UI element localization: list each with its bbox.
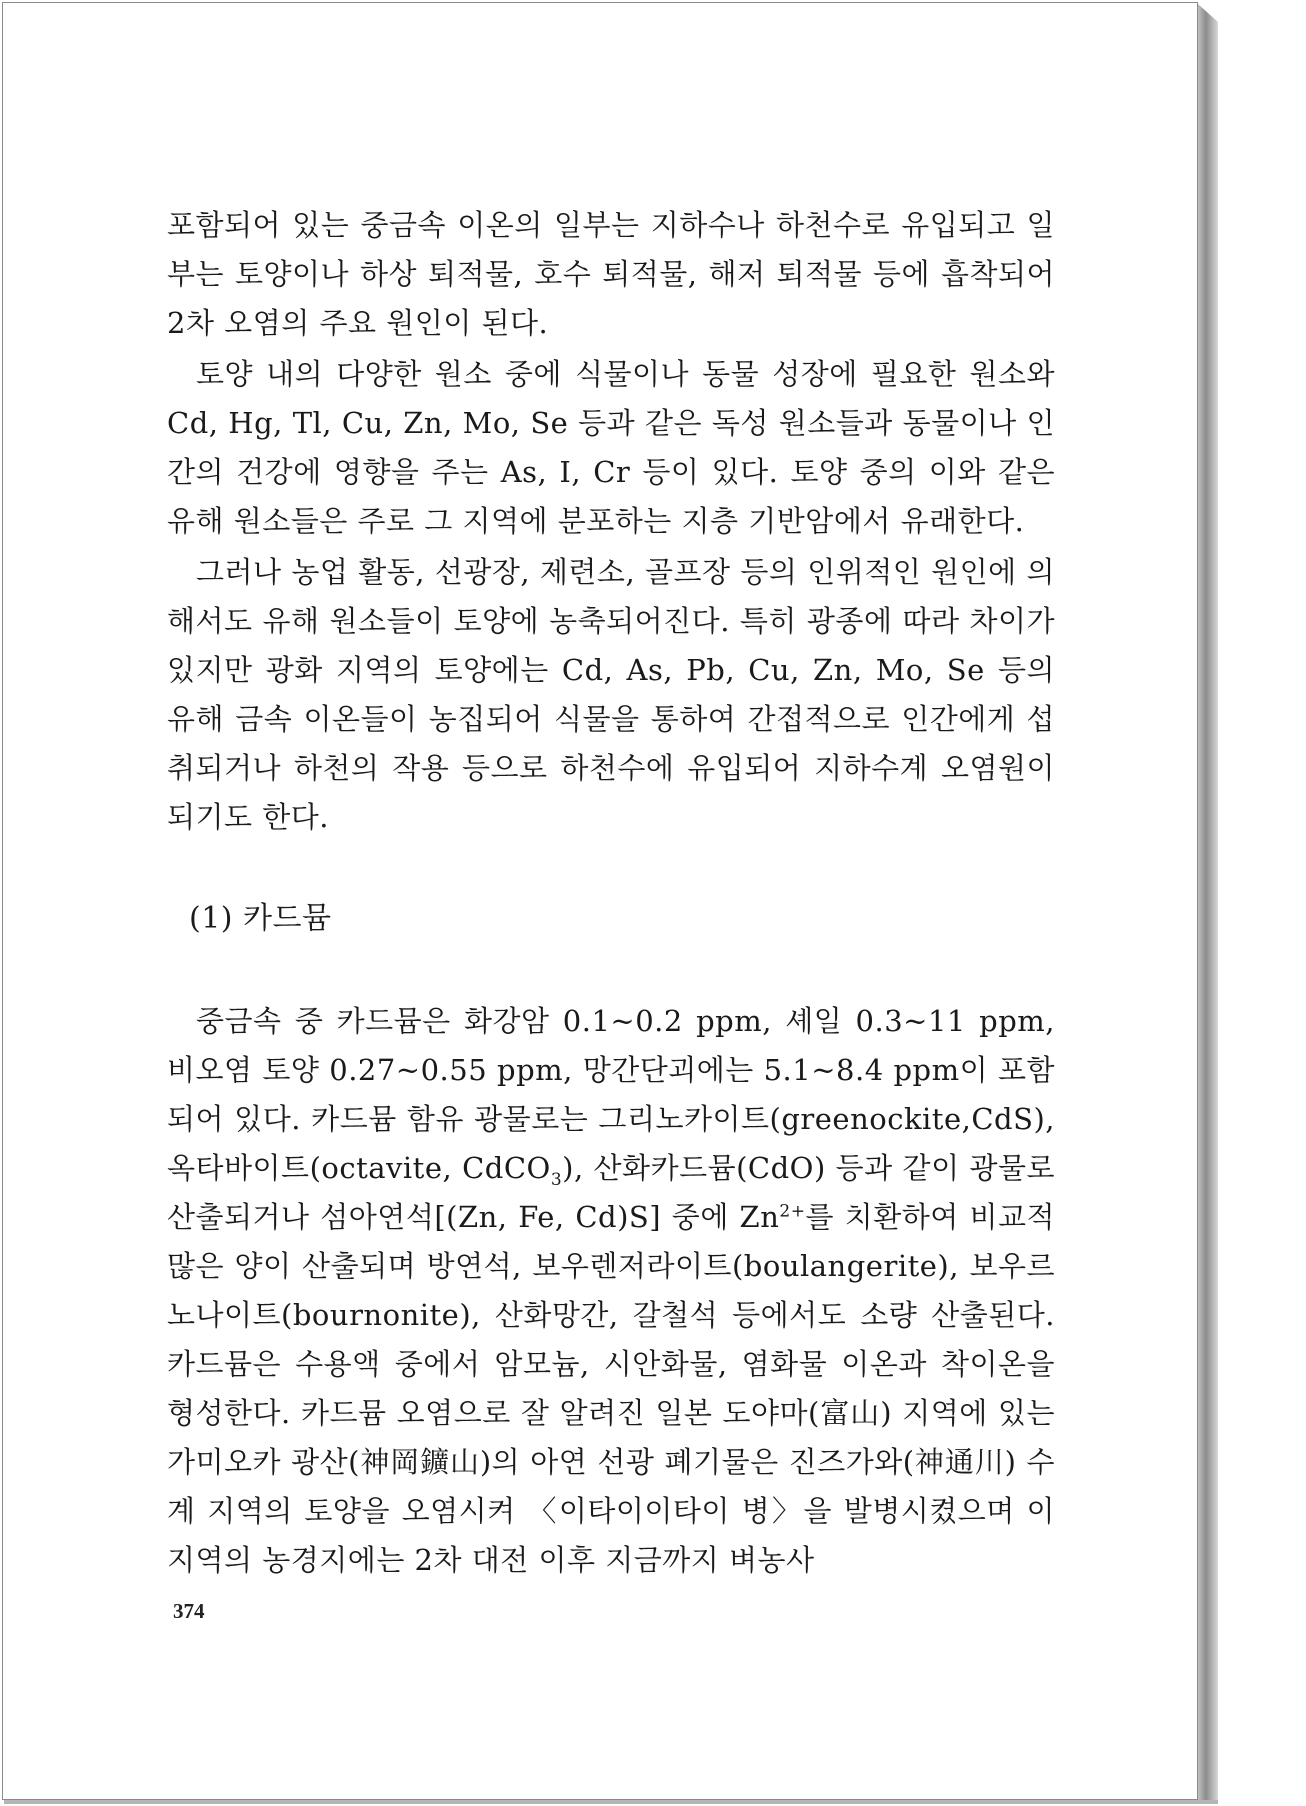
cadmium-text-part-1: 중금속 중 카드뮴은 화강암 0.1~0.2 ppm, 셰일 0.3~11 ppm, 비오염 토양 0.27~0.55 ppm, 망간단괴에는 5.1~8.4 ppm이 포함되어 있다. 카드뮴 함유 광물로는 그리노카이트(greenockite,CdS), 옥타바이트(octavite, CdCO — [167, 1004, 1055, 1185]
superscript-charge: 2+ — [779, 1201, 806, 1222]
page-bottom-edge — [4, 1800, 1218, 1804]
section-heading: (1) 카드뮴 — [189, 901, 332, 936]
page-stack-edge — [1198, 4, 1218, 1802]
cadmium-text-part-3: 를 치환하여 비교적 많은 양이 산출되며 방연석, 보우렌저라이트(boulangerite), 보우르노나이트(bournonite), 산화망간, 갈철석 등에서도 소량 산출된다. 카드뮴은 수용액 중에서 암모늄, 시안화물, 염화물 이온과 착이온을 형성한다. 카드뮴 오염으로 잘 알려진 일본 도야마(富山) 지역에 있는 가미오카 광산(神岡鑛山)의 아연 선광 폐기물은 진즈가와(神通川) 수계 지역의 토양을 오염시켜 〈이타이이타이 병〉을 발병시켰으며 이 지역의 농경지에는 2차 대전 이후 지금까지 벼농사 — [167, 1200, 1055, 1577]
subscript-3: 3 — [550, 1169, 563, 1190]
book-page — [2, 2, 1198, 1800]
page-number: 374 — [173, 1599, 205, 1623]
paragraph-cadmium — [167, 997, 1055, 1585]
paragraph-2: 토양 내의 다양한 원소 중에 식물이나 동물 성장에 필요한 원소와 Cd, Hg, Tl, Cu, Zn, Mo, Se 등과 같은 독성 원소들과 동물이나 인간의 건강에 영향을 주는 As, I, Cr 등이 있다. 토양 중의 이와 같은 유해 원소들은 주로 그 지역에 분포하는 지층 기반암에서 유래한다. — [167, 357, 1055, 538]
paragraph-3: 그러나 농업 활동, 선광장, 제련소, 골프장 등의 인위적인 원인에 의해서도 유해 원소들이 토양에 농축되어진다. 특히 광종에 따라 차이가 있지만 광화 지역의 토양에는 Cd, As, Pb, Cu, Zn, Mo, Se 등의 유해 금속 이온들이 농집되어 식물을 통하여 간접적으로 인간에게 섭취되거나 하천의 작용 등으로 하천수에 유입되어 지하수계 오염원이 되기도 한다. — [167, 555, 1055, 834]
cadmium-text-part-2: ), 산화카드뮴(CdO) 등과 같이 광물로 산출되거나 섬아연석[(Zn, Fe, Cd)S] 중에 Zn — [167, 1151, 1055, 1234]
page-body — [167, 201, 1055, 1587]
paragraph-1: 포함되어 있는 중금속 이온의 일부는 지하수나 하천수로 유입되고 일부는 토양이나 하상 퇴적물, 호수 퇴적물, 해저 퇴적물 등에 흡착되어 2차 오염의 주요 원인이 된다. — [167, 208, 1055, 340]
